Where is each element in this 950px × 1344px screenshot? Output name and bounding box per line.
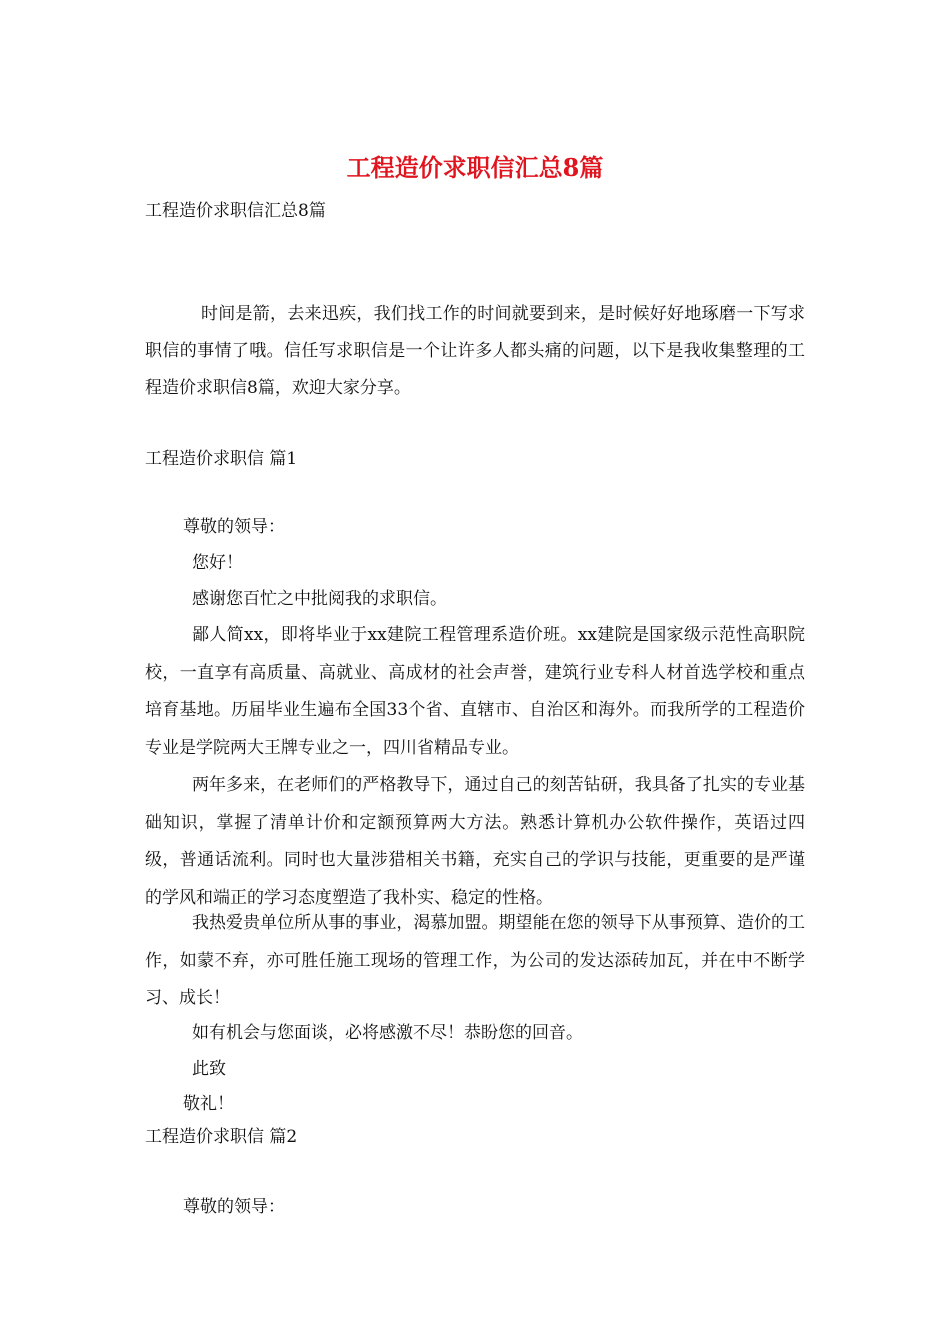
section-1-greeting: 您好！ [192, 553, 243, 573]
document-title: 工程造价求职信汇总8篇 [346, 153, 604, 182]
section-1-closing: 如有机会与您面谈，必将感激不尽！恭盼您的回音。 [192, 1023, 583, 1043]
section-1-cizhi: 此致 [192, 1059, 226, 1079]
section-2-salutation: 尊敬的领导： [183, 1197, 285, 1217]
section-1-salutation: 尊敬的领导： [183, 517, 285, 537]
section-1-jingli: 敬礼！ [183, 1094, 234, 1114]
document-subtitle: 工程造价求职信汇总8篇 [145, 201, 326, 221]
section-1-paragraph-3: 我热爱贵单位所从事的事业，渴慕加盟。期望能在您的领导下从事预算、造价的工作，如蒙不弃，亦可胜任施工现场的管理工作，为公司的发达添砖加瓦，并在中不断学习、成长！ [145, 913, 805, 1008]
intro-paragraph: 时间是箭，去来迅疾，我们找工作的时间就要到来，是时候好好地琢磨一下写求职信的事情了哦。信任写求职信是一个让许多人都头痛的问题，以下是我收集整理的工程造价求职信8篇，欢迎大家分享。 [145, 304, 805, 398]
section-1-paragraph-1: 鄙人简xx，即将毕业于xx建院工程管理系造价班。xx建院是国家级示范性高职院校，一直享有高质量、高就业、高成材的社会声誉，建筑行业专科人材首选学校和重点培育基地。历届毕业生遍布全国33个省、直辖市、自治区和海外。而我所学的工程造价专业是学院两大王牌专业之一，四川省精品专业。 [145, 625, 805, 758]
section-1-paragraph-2: 两年多来，在老师们的严格教导下，通过自己的刻苦钻研，我具备了扎实的专业基础知识，掌握了清单计价和定额预算两大方法。熟悉计算机办公软件操作，英语过四级，普通话流利。同时也大量涉猎相关书籍，充实自己的学识与技能，更重要的是严谨的学风和端正的学习态度塑造了我朴实、稳定的性格。 [145, 775, 805, 908]
section-1-heading: 工程造价求职信 篇1 [145, 449, 298, 469]
section-1-thanks: 感谢您百忙之中批阅我的求职信。 [192, 589, 447, 609]
section-2-heading: 工程造价求职信 篇2 [145, 1127, 298, 1147]
